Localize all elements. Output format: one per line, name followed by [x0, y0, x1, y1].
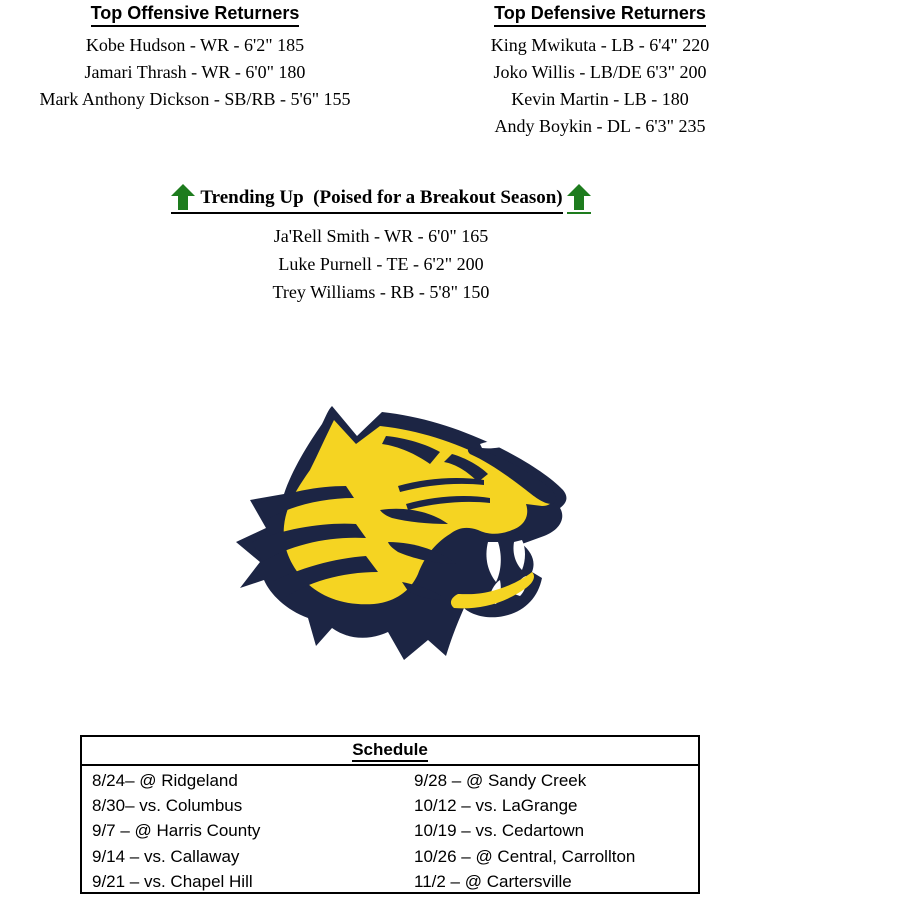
schedule-game: 9/7 – @ Harris County: [92, 821, 261, 841]
schedule-game: 9/21 – vs. Chapel Hill: [92, 871, 253, 891]
defense-player-4: Andy Boykin - DL - 6'3" 235: [494, 116, 706, 136]
trending-player-3: Trey Williams - RB - 5'8" 150: [272, 282, 490, 302]
defense-player-2: Joko Willis - LB/DE 6'3" 200: [493, 62, 707, 82]
schedule-header-row: [82, 737, 698, 766]
trending-up-arrow-left-icon: [171, 184, 195, 210]
schedule-table: [80, 735, 700, 894]
trending-title: Trending Up (Poised for a Breakout Season): [200, 187, 563, 208]
schedule-game: 11/2 – @ Cartersville: [414, 871, 572, 891]
schedule-game: 10/12 – vs. LaGrange: [414, 796, 578, 816]
tiger-mascot-logo: [230, 392, 570, 667]
tiger-head-icon: [230, 392, 570, 667]
schedule-left-column: [92, 768, 414, 894]
schedule-title: Schedule: [352, 740, 428, 762]
defense-player-3: Kevin Martin - LB - 180: [511, 89, 689, 109]
schedule-game: 9/28 – @ Sandy Creek: [414, 771, 587, 790]
defensive-returners-section: [455, 2, 745, 140]
trending-heading: [171, 184, 590, 214]
schedule-game: 8/30– vs. Columbus: [92, 796, 243, 816]
trending-player-2: Luke Purnell - TE - 6'2" 200: [278, 254, 484, 274]
defense-player-1: King Mwikuta - LB - 6'4" 220: [490, 35, 710, 55]
schedule-game: 10/26 – @ Central, Carrollton: [414, 846, 636, 866]
schedule-game: 10/19 – vs. Cedartown: [414, 821, 585, 841]
trending-up-arrow-right-icon: [567, 184, 591, 210]
offense-player-2: Jamari Thrash - WR - 6'0" 180: [84, 62, 306, 82]
schedule-right-column: [414, 768, 698, 894]
offense-title: Top Offensive Returners: [91, 2, 300, 27]
offense-player-3: Mark Anthony Dickson - SB/RB - 5'6" 155: [39, 89, 351, 109]
defense-title: Top Defensive Returners: [494, 2, 706, 27]
trending-player-1: Ja'Rell Smith - WR - 6'0" 165: [273, 226, 489, 246]
offense-player-1: Kobe Hudson - WR - 6'2" 185: [85, 35, 305, 55]
offensive-returners-section: [0, 2, 390, 113]
schedule-game: 9/14 – vs. Callaway: [92, 846, 240, 866]
trending-up-section: [0, 184, 762, 306]
schedule-game: 8/24– @ Ridgeland: [92, 771, 238, 790]
schedule-body: [82, 766, 698, 894]
